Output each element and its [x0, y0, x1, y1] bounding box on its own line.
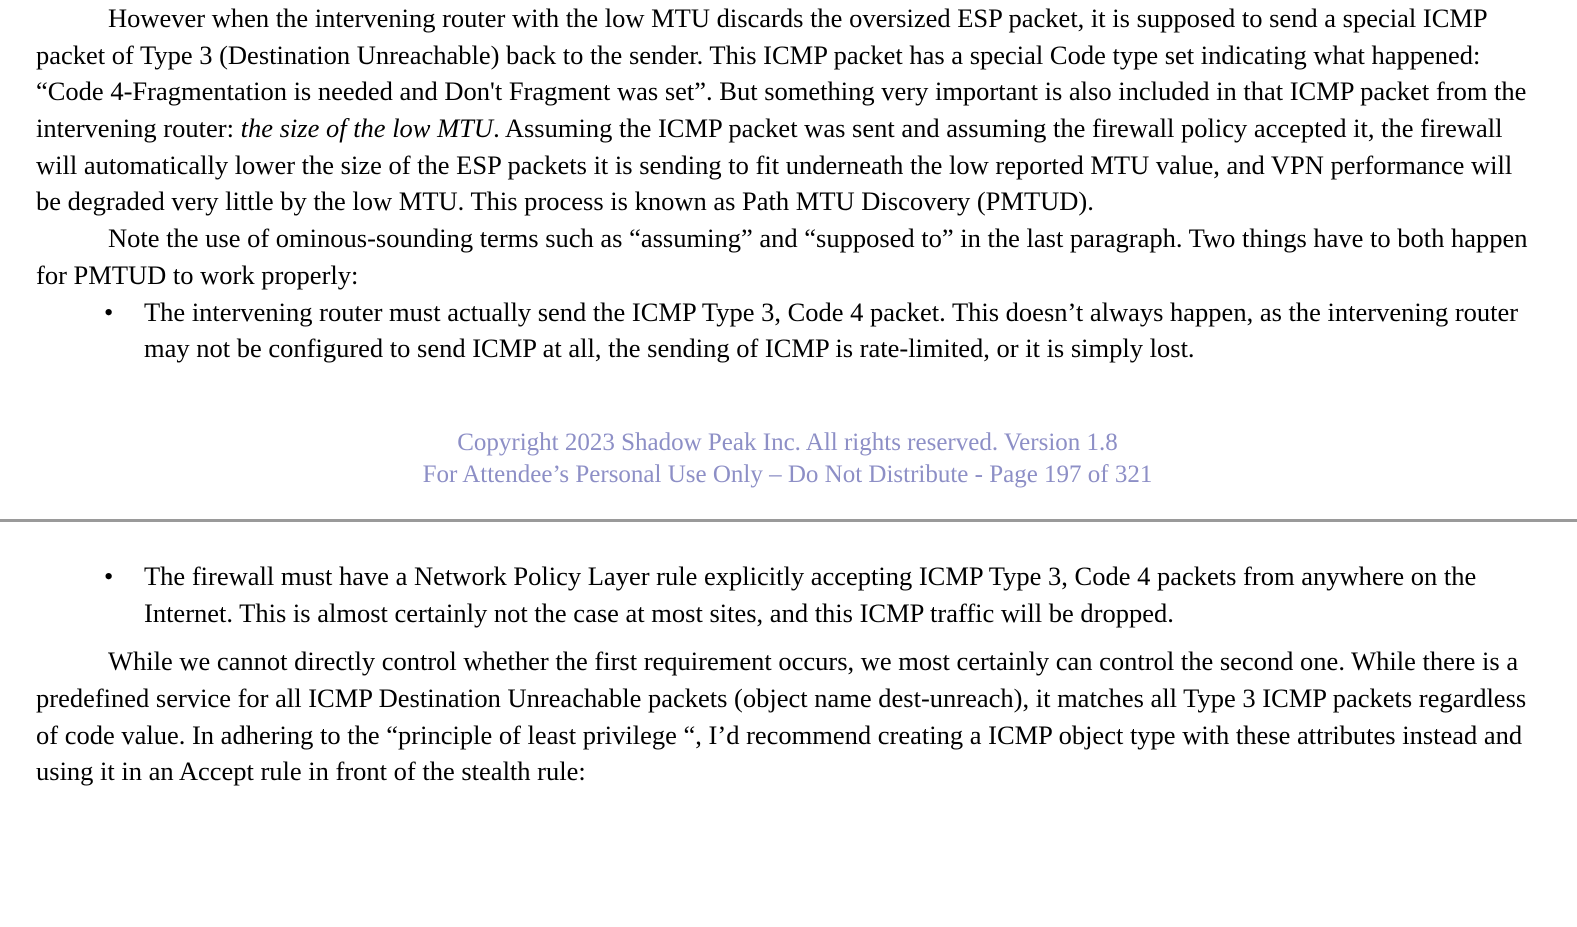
paragraph-1-emphasis: the size of the low MTU — [240, 113, 494, 144]
paragraph-ominous-terms — [36, 220, 1539, 293]
bullet-marker-icon: • — [104, 296, 114, 327]
page-content-lower — [0, 522, 1577, 790]
paragraph-least-privilege — [36, 643, 1539, 790]
list-item — [36, 558, 1539, 631]
footer-distribution-line: For Attendee’s Personal Use Only – Do Not Distribute - Page 197 of 321 — [422, 460, 1153, 488]
list-item-text: The firewall must have a Network Policy Layer rule explicitly accepting ICMP Type 3, Code 4 packets from anywhere on the Internet. This is almost certainly not the case at most sites, and this ICMP traffic will be dropped. — [144, 560, 1477, 628]
page-footer — [36, 427, 1539, 491]
list-item — [36, 294, 1539, 367]
bullet-marker-icon: • — [104, 560, 114, 591]
list-item-text: The intervening router must actually send the ICMP Type 3, Code 4 packet. This doesn’t always happen, as the intervening router may not be configured to send ICMP at all, the sending of ICMP is rate-limited, or it is simply lost. — [144, 296, 1519, 364]
bullet-list-requirements-continued — [36, 558, 1539, 631]
paragraph-pmtud-explanation — [36, 0, 1539, 220]
paragraph-2-text: Note the use of ominous-sounding terms such as “assuming” and “supposed to” in the last paragraph. Two things have to both happen for PMTUD to work properly: — [36, 223, 1528, 290]
paragraph-3-text: While we cannot directly control whether the first requirement occurs, we most certainly can control the second one. While there is a predefined service for all ICMP Destination Unreachable packets (object name dest-unreach), it matches all Type 3 ICMP packets regardless of code value. In adhering to the “principle of least privilege “, I’d recommend creating a ICMP object type with these attributes instead and using it in an Accept rule in front of the stealth rule: — [36, 646, 1527, 787]
footer-copyright-line: Copyright 2023 Shadow Peak Inc. All rights reserved. Version 1.8 — [457, 428, 1118, 456]
paragraph-1-continuation: . Assuming the ICMP packet was sent and assuming the firewall policy accepted it, the firewall will automatically lower the size of the ESP packets it is sending to fit underneath the low reported MTU value, and VPN performance will be degraded very little by the low MTU. This process is known as Path MTU Discovery (PMTUD). — [36, 113, 1513, 217]
paragraph-1-text: However when the intervening router with the low MTU discards the oversized ESP packet, it is supposed to send a special ICMP packet of Type 3 (Destination Unreachable) back to the sender. This ICMP packet has a special Code type set indicating what happened: “Code 4-Fragmentation is needed and Don't Fragment was set”. But something very important is also included in that ICMP packet from the intervening router: — [36, 3, 1527, 144]
bullet-list-requirements — [36, 294, 1539, 367]
